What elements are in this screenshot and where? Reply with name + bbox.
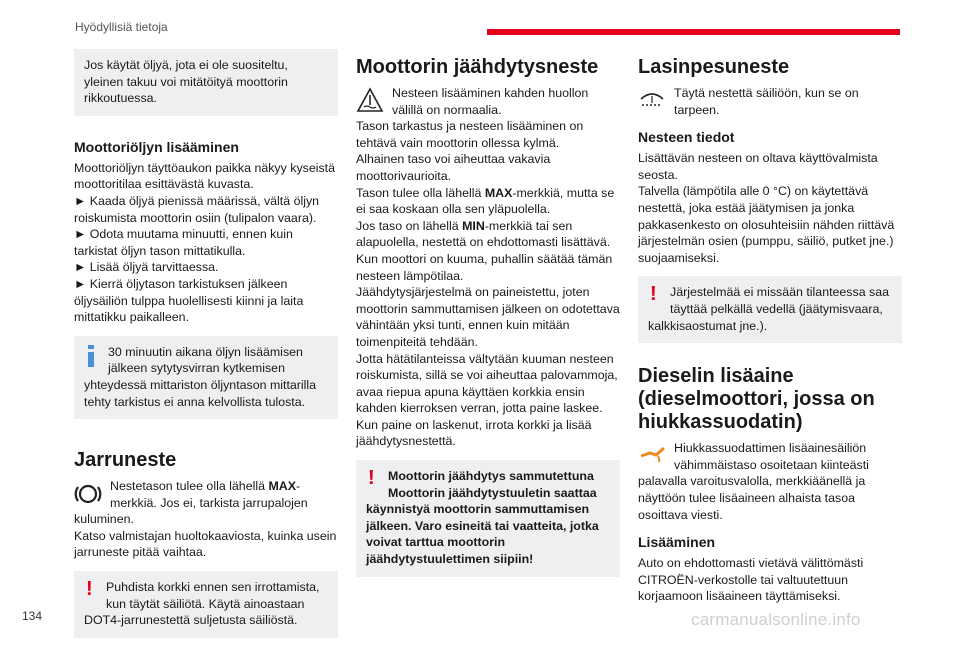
fluid-p1: Lisättävän nesteen on oltava käyttövalmista seosta. bbox=[638, 151, 878, 182]
refill-heading: Lisääminen bbox=[638, 534, 716, 551]
warning-icon: ! bbox=[650, 283, 657, 306]
brake-fluid-heading: Jarruneste bbox=[74, 449, 177, 472]
oil-info-text: 30 minuutin aikana öljyn lisäämisen jälkeen sytytysvirran kytkemisen yhteydessä mittariston öljyntason mittarilla tehty tarkistus ei anna kelvollista tulosta. bbox=[84, 344, 317, 409]
column-3 bbox=[638, 56, 902, 605]
coolant-warning-box bbox=[356, 460, 620, 577]
refill-text: Auto on ehdottomasti vietävä välittömästi CITROËN-verkostolle tai valtuutettuun korjaamoon lisäaineen täyttämiseksi. bbox=[638, 556, 864, 604]
oil-add-heading: Moottoriöljyn lisääminen bbox=[74, 138, 239, 155]
coolant-warning-text: Moottorin jäähdytys sammutettuna Moottorin jäähdytystuuletin saattaa käynnistyä moottorin sammuttamisen jälkeen. Varo esineitä tai vaatteita, jotka voivat tarttua moottorin jäähdytystuulettimen siipiin! bbox=[366, 469, 599, 567]
oil-note-box bbox=[74, 49, 338, 116]
brake-warning-icon bbox=[74, 480, 102, 508]
fluid-info-heading: Nesteen tiedot bbox=[638, 129, 735, 146]
coolant-triangle-icon bbox=[356, 87, 384, 115]
oil-step-3: ► Lisää öljyä tarvittaessa. bbox=[74, 260, 219, 275]
oil-step-1: ► Kaada öljyä pienissä määrissä, vältä öljyn roiskumista moottorin osiin (tulipalon vaara). bbox=[74, 193, 320, 225]
coolant-p3: Alhainen taso voi aiheuttaa vakavia moottorivaurioita. bbox=[356, 152, 551, 183]
oil-note-text: Jos käytät öljyä, jota ei ole suositeltu, yleinen takuu voi mitätöityä moottorin rikkoutuessa. bbox=[84, 58, 288, 106]
oil-step-4: ► Kierrä öljytason tarkistuksen jälkeen öljysäiliön tulppa huolellisesti kiinni ja laita mittatikku paikalleen. bbox=[74, 276, 304, 325]
brake-warning-text: Puhdista korkki ennen sen irrottamista, kun täytät säiliötä. Käytä ainoastaan DOT4-jarrunestettä suljetusta säiliöstä. bbox=[84, 580, 320, 628]
coolant-p7: Jäähdytysjärjestelmä on paineistettu, joten moottorin sammuttamisen jälkeen on odotettava vähintään yksi tunti, ennen kuin mitään toimenpiteitä tehdään. bbox=[356, 285, 620, 349]
brake-warning-box bbox=[74, 571, 338, 638]
coolant-p8: Jotta hätätilanteissa vältytään kuuman nesteen roiskumista, sillä se voi aiheuttaa palovammoja, avaa riepua apuna käyttäen korkkia ensin kahden kierroksen verran, jotta paine laskee. Kun paine on laskenut, irrota korkki ja lisää jäähdytysnestettä. bbox=[356, 351, 618, 449]
diesel-additive-heading: Dieselin lisäaine (dieselmoottori, jossa on hiukkassuodatin) bbox=[638, 365, 875, 434]
washer-warning-box bbox=[638, 276, 902, 343]
column-2 bbox=[356, 56, 620, 589]
coolant-heading: Moottorin jäähdytysneste bbox=[356, 56, 599, 78]
warning-icon: ! bbox=[368, 467, 375, 490]
brake-change-text: Katso valmistajan huoltokaaviosta, kuinka usein jarruneste pitää vaihtaa. bbox=[74, 528, 337, 560]
oil-intro-text: Moottoriöljyn täyttöaukon paikka näkyy kyseistä moottoritilaa esittävästä kuvasta. bbox=[74, 160, 336, 192]
column-1 bbox=[74, 49, 338, 650]
coolant-p5: Jos taso on lähellä MIN-merkkiä tai sen alapuolella, nestettä on ehdottomasti lisättävä. bbox=[356, 218, 611, 250]
coolant-p1: Nesteen lisääminen kahden huollon välillä on normaalia. bbox=[392, 86, 589, 117]
diesel-text: Hiukkassuodattimen lisäainesäiliön vähimmäistaso osoitetaan kiinteästi palavalla varoitusvalolla, merkkiäänellä ja näyttöön tulee lisäaineen alhaista tasoa osoittava viesti. bbox=[638, 441, 869, 522]
header-accent-bar bbox=[487, 29, 900, 35]
coolant-p6: Kun moottori on kuuma, puhallin säätää tämän nesteen lämpötilaa. bbox=[356, 251, 613, 283]
coolant-p4: Tason tulee olla lähellä MAX-merkkiä, mutta se ei saa koskaan olla sen yläpuolella. bbox=[356, 185, 615, 217]
washer-warning-text: Järjestelmää ei missään tilanteessa saa täyttää pelkällä vedellä (jäätymisvaara, kalkkisaostumat jne.). bbox=[648, 285, 890, 333]
washer-text: Täytä nestettä säiliöön, kun se on tarpeen. bbox=[674, 86, 859, 117]
page-number: 134 bbox=[22, 609, 43, 623]
washer-fluid-icon bbox=[638, 87, 666, 115]
diesel-additive-icon bbox=[638, 442, 666, 470]
brake-level-text: Nestetason tulee olla lähellä MAX-merkkiä. Jos ei, tarkista jarrupalojen kuluminen. bbox=[74, 479, 308, 527]
section-header: Hyödyllisiä tietoja bbox=[75, 20, 168, 34]
info-icon bbox=[86, 345, 98, 372]
fluid-p2: Talvella (lämpötila alle 0 °C) on käytettävä nestettä, joka estää jäätymisen ja jonka pakkasenkesto on olosuhteisiin nähden riittävä järjestelmän osien (pumppu, säiliö, putket jne.) suojaamiseksi. bbox=[638, 184, 895, 265]
coolant-p2: Tason tarkastus ja nesteen lisääminen on tehtävä vain moottorin ollessa kylmä. bbox=[356, 119, 584, 150]
watermark: carmanualsonline.info bbox=[691, 610, 861, 629]
oil-info-box bbox=[74, 336, 338, 419]
warning-icon: ! bbox=[86, 578, 93, 601]
oil-step-2: ► Odota muutama minuutti, ennen kuin tarkistat öljyn tason mittatikulla. bbox=[74, 227, 293, 258]
washer-heading: Lasinpesuneste bbox=[638, 56, 790, 78]
